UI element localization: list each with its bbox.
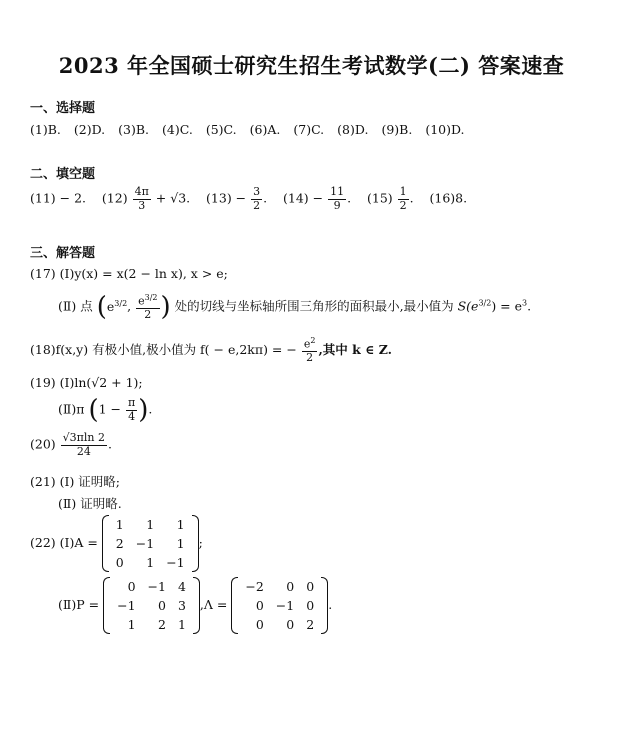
point-y-fraction: $\frac{e^{3/2}}{2}$: [138, 292, 158, 321]
answer-15-label: (15): [366, 190, 393, 206]
matrix-Lambda-cell: 2: [306, 617, 315, 632]
answer-17-part1: (17) (Ⅰ)y(x) = x(2 − ln x), x > e;: [30, 266, 228, 281]
matrix-P-cell: 1: [177, 617, 186, 632]
answer-19-part1: (19) (Ⅰ)ln(√2 + 1);: [30, 375, 143, 390]
matrix-Lambda-row: [239, 615, 320, 634]
answer-19-fraction: $\frac{\pi}{4}$: [128, 395, 136, 423]
section-solve-heading: 三、解答题: [30, 246, 96, 261]
answer-21-part2: (Ⅱ) 证明略.: [58, 496, 122, 511]
choice-answer-10: (10)D.: [425, 122, 465, 137]
answer-20-fraction: $\frac{√3\pi\ln 2}{24}$: [62, 431, 105, 458]
choice-answer-7: (7)C.: [293, 122, 325, 137]
matrix-A-cell: 1: [146, 555, 155, 570]
matrix-P-cell: 2: [158, 617, 166, 632]
matrix-Lambda-row: [239, 577, 320, 596]
matrix-Lambda: [231, 577, 328, 634]
matrix-Lambda-cell: 0: [255, 617, 264, 632]
matrix-A-cell: 1: [176, 536, 185, 551]
matrix-A-row: [110, 534, 191, 553]
matrix-P-cell: −1: [117, 598, 136, 613]
matrix-Lambda-cell: 0: [306, 598, 315, 613]
matrix-Lambda-cell: −1: [275, 598, 295, 613]
answer-18-fraction: $\frac{e^2}{2}$: [303, 336, 316, 365]
answer-13-label: (13) −: [206, 190, 247, 206]
matrix-A-cell: 1: [176, 517, 185, 532]
matrix-P-row: [111, 596, 192, 615]
choice-answer-4: (4)C.: [162, 122, 193, 137]
answer-22-part1: (22) (Ⅰ)A = 1 1 1 2 −1 1 0 1 −1 ;: [30, 517, 203, 570]
choice-answer-9: (9)B.: [381, 122, 413, 137]
matrix-Lambda-cell: 0: [306, 579, 315, 594]
point-x: $e^{3/2}$: [106, 298, 128, 314]
matrix-P-cell: 0: [158, 598, 166, 613]
matrix-P-cell: −1: [147, 579, 166, 594]
answer-15-fraction: $\frac{1}{2}$: [399, 185, 407, 212]
answer-18: (18)f(x,y) 有极小值,极小值为 f( − e,2kπ) = − $\frac{e^2}{2}$ ,其中 k ∈ Z.: [30, 336, 393, 365]
answer-13-fraction: $\frac{3}{2}$: [253, 185, 261, 212]
choice-answer-8: (8)D.: [337, 122, 369, 137]
matrix-Lambda-row: [239, 596, 320, 615]
answer-20: (20) $\frac{√3\pi\ln 2}{24}$ .: [30, 431, 112, 458]
matrix-A-cell: −1: [135, 536, 155, 551]
matrix-A-cell: 2: [115, 536, 124, 551]
answer-16: (16)8.: [429, 190, 468, 206]
choice-answer-2: (2)D.: [73, 122, 106, 137]
fill-answers-row: (11) − 2. (12) $\frac{4\pi}{3}$ + √3. (13) − $\frac{3}{2}$ . (14) − $\frac{11}{9}$ . (15) $\frac{1}{2}$ . (16)8.: [30, 185, 468, 212]
choice-answer-1: (1)B.: [30, 122, 61, 137]
answer-22-part2: (Ⅱ)P = 0 −1 4 −1 0 3 1 2 1 ,Λ = −2 0 0 0 −1 0 0 0 2 .: [58, 579, 333, 632]
matrix-A-row: [110, 553, 191, 572]
matrix-Lambda-cell: 0: [286, 579, 295, 594]
matrix-A-cell: −1: [166, 555, 185, 570]
answer-12-rest: + √3.: [155, 190, 191, 206]
answer-14-label: (14) −: [283, 190, 324, 206]
matrix-Lambda-cell: 0: [286, 617, 295, 632]
matrix-P-row: [111, 577, 192, 596]
answer-12-label: (12): [101, 190, 128, 206]
choice-answers-row: [30, 122, 478, 137]
answer-12-fraction: $\frac{4\pi}{3}$: [134, 185, 149, 212]
page-title: 2023 年全国硕士研究生招生考试数学(二) 答案速查: [58, 53, 565, 78]
matrix-P: [103, 577, 200, 634]
answer-19-part2: (Ⅱ)π (1 − $\frac{\pi}{4}$ ).: [58, 395, 153, 425]
choice-answer-3: (3)B.: [118, 122, 150, 137]
matrix-Lambda-cell: −2: [245, 579, 264, 594]
matrix-A-cell: 0: [115, 555, 124, 570]
matrix-Lambda-cell: 0: [255, 598, 264, 613]
answer-17-part2: (Ⅱ) 点 ($e^{3/2}$, $\frac{e^{3/2}}{2}$ ) 处的切线与坐标轴所围三角形的面积最小,最小值为 $S(e^{3/2}) = e^3$.: [58, 292, 532, 322]
matrix-P-cell: 0: [127, 579, 136, 594]
section-fill-heading: 二、填空题: [30, 167, 96, 182]
matrix-P-row: [111, 615, 192, 634]
matrix-A: [102, 515, 199, 572]
matrix-A-row: [110, 515, 191, 534]
matrix-P-cell: 3: [177, 598, 186, 613]
choice-answer-6: (6)A.: [249, 122, 281, 137]
matrix-P-cell: 4: [177, 579, 186, 594]
matrix-A-cell: 1: [146, 517, 155, 532]
section-choice-heading: 一、选择题: [30, 101, 96, 116]
answer-14-fraction: $\frac{11}{9}$: [330, 185, 345, 212]
choice-answer-5: (5)C.: [205, 122, 237, 137]
matrix-P-cell: 1: [127, 617, 136, 632]
matrix-A-cell: 1: [115, 517, 124, 532]
answer-11: (11) − 2.: [30, 190, 87, 206]
answer-21-part1: (21) (Ⅰ) 证明略;: [30, 474, 121, 489]
